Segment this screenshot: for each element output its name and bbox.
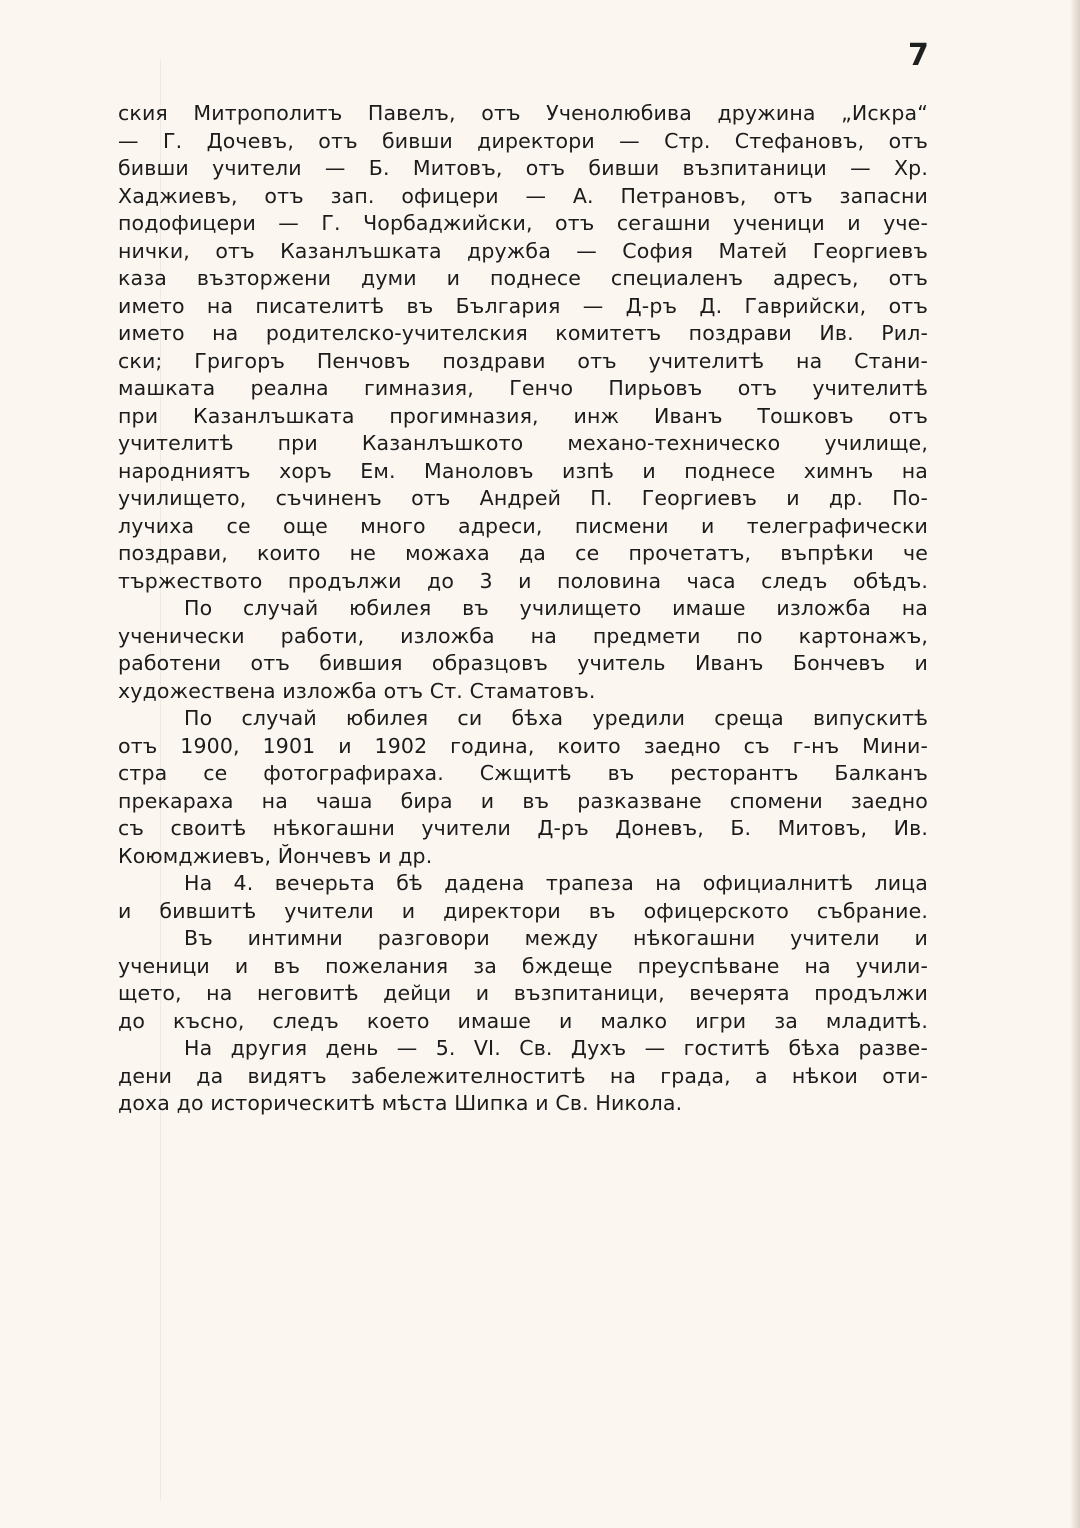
text-line: учителитѣ при Казанлъшкото механо-техническо училище,: [118, 431, 928, 455]
text-line: училището, съчиненъ отъ Андрей П. Георгиевъ и др. По-: [118, 486, 928, 510]
page-edge-shadow: [1070, 0, 1080, 1528]
text-line: щето, на неговитѣ дейци и възпитаници, вечерята продължи: [118, 981, 928, 1005]
text-line: На 4. вечерьта бѣ дадена трапеза на официалнитѣ лица: [184, 871, 928, 895]
text-line: бивши учители — Б. Митовъ, отъ бивши възпитаници — Хр.: [118, 156, 928, 180]
body-text: [118, 100, 928, 1118]
text-line: и бившитѣ учители и директори въ офицерското събрание.: [118, 898, 928, 923]
text-line: машката реална гимназия, Генчо Пирьовъ отъ учителитѣ: [118, 376, 928, 400]
paragraph-2: [118, 595, 928, 705]
text-line: името на родителско-учителския комитетъ поздрави Ив. Рил-: [118, 321, 928, 345]
text-line: Коюмджиевъ, Йончевъ и др.: [118, 843, 433, 868]
text-line: По случай юбилея си бѣха уредили среща випускитѣ: [184, 706, 928, 730]
text-line: дени да видятъ забележителноститѣ на града, а нѣкои оти-: [118, 1063, 928, 1088]
text-line: подофицери — Г. Чорбаджийски, отъ сегашни ученици и уче-: [118, 211, 928, 235]
text-line: По случай юбилея въ училището имаше изложба на: [184, 596, 928, 620]
text-line: Хаджиевъ, отъ зап. офицери — А. Петрановъ, отъ запасни: [118, 183, 928, 208]
text-line: работени отъ бившия образцовъ учитель Иванъ Бончевъ и: [118, 651, 928, 675]
text-line: нички, отъ Казанлъшката дружба — София Матей Георгиевъ: [118, 238, 928, 263]
paragraph-5: [118, 925, 928, 1035]
text-line: ученици и въ пожелания за бждеще преуспѣване на учили-: [118, 953, 928, 978]
paragraph-3: [118, 705, 928, 870]
text-line: каза възторжени думи и поднесе специаленъ адресъ, отъ: [118, 266, 928, 290]
text-line: отъ 1900, 1901 и 1902 година, които заедно съ г-нъ Мини-: [118, 733, 928, 758]
text-line: стра се фотографираха. Сжщитѣ въ ресторантъ Балканъ: [118, 761, 928, 785]
text-line: при Казанлъшката прогимназия, инж Иванъ Тошковъ отъ: [118, 403, 928, 428]
text-line: името на писателитѣ въ България — Д-ръ Д. Гаврийски, отъ: [118, 293, 928, 318]
text-line: лучиха се още много адреси, писмени и телеграфически: [118, 513, 928, 538]
text-line: — Г. Дочевъ, отъ бивши директори — Стр. Стефановъ, отъ: [118, 128, 928, 153]
text-line: На другия день — 5. VI. Св. Духъ — гоститѣ бѣха разве-: [184, 1036, 928, 1060]
text-line: художествена изложба отъ Ст. Стаматовъ.: [118, 678, 596, 703]
text-line: ски; Григоръ Пенчовъ поздрави отъ учителитѣ на Стани-: [118, 348, 928, 373]
text-line: народниятъ хоръ Ем. Маноловъ изпѣ и поднесе химнъ на: [118, 458, 928, 483]
text-line: прекараха на чаша бира и въ разказване спомени заедно: [118, 788, 928, 813]
text-line: съ своитѣ нѣкогашни учители Д-ръ Доневъ, Б. Митовъ, Ив.: [118, 816, 928, 840]
text-line: поздрави, които не можаха да се прочетатъ, въпрѣки че: [118, 541, 928, 565]
paragraph-6: [118, 1035, 928, 1118]
paragraph-4: [118, 870, 928, 925]
text-line: тържеството продължи до 3 и половина часа следъ обѣдъ.: [118, 568, 928, 593]
text-line: доха до историческитѣ мѣста Шипка и Св. Никола.: [118, 1091, 683, 1115]
page-number: 7: [908, 38, 929, 73]
text-line: Въ интимни разговори между нѣкогашни учители и: [184, 926, 928, 950]
text-line: до късно, следъ което имаше и малко игри за младитѣ.: [118, 1008, 928, 1033]
paragraph-1: [118, 100, 928, 595]
text-line: ския Митрополитъ Павелъ, отъ Ученолюбива дружина „Искра“: [118, 101, 928, 125]
text-line: ученически работи, изложба на предмети по картонажъ,: [118, 623, 928, 648]
